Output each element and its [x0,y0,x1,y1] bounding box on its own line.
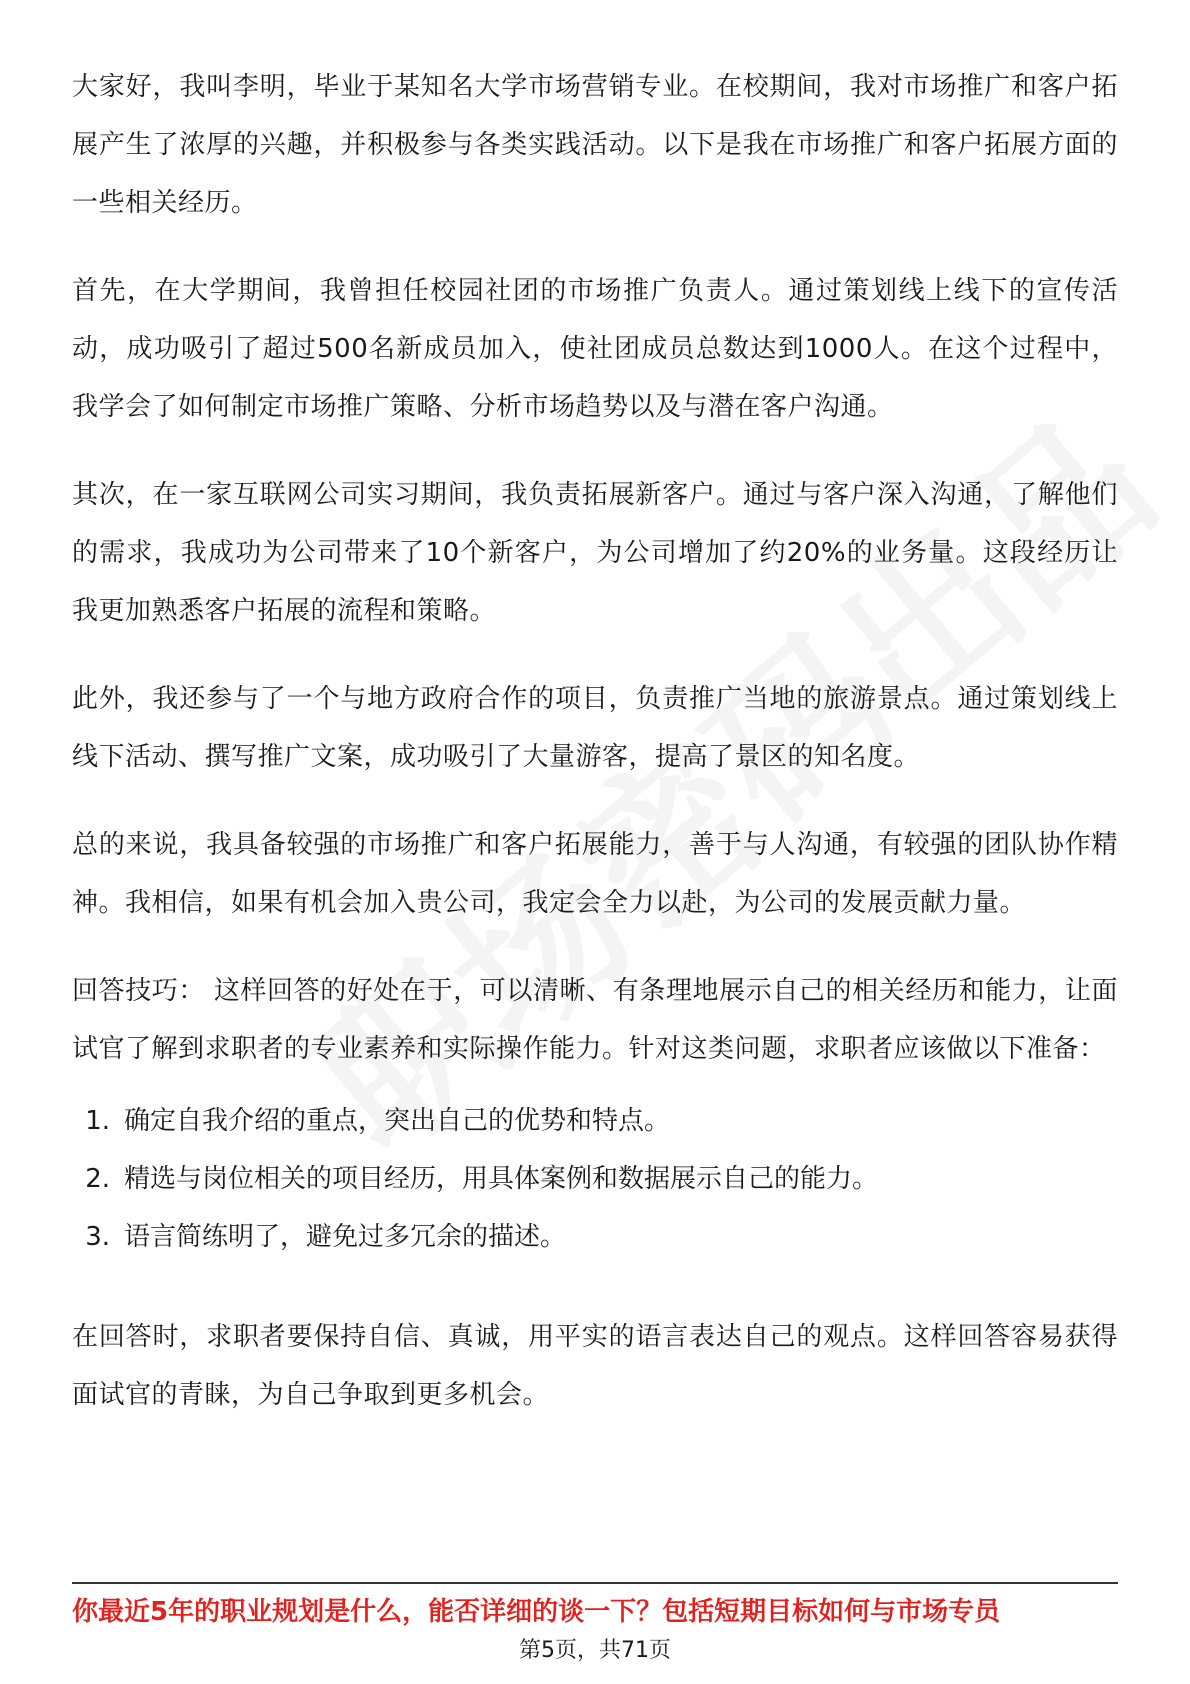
paragraph-summary: 总的来说，我具备较强的市场推广和客户拓展能力，善于与人沟通，有较强的团队协作精神。我相信，如果有机会加入贵公司，我定会全力以赴，为公司的发展贡献力量。 [72,830,1118,918]
list-item-text: 精选与岗位相关的项目经历，用具体案例和数据展示自己的能力。 [124,1164,879,1194]
list-item-number: 2. [85,1164,110,1194]
paragraph-intro: 大家好，我叫李明，毕业于某知名大学市场营销专业。在校期间，我对市场推广和客户拓展产生了浓厚的兴趣，并积极参与各类实践活动。以下是我在市场推广和客户拓展方面的一些相关经历。 [72,72,1118,218]
next-question-heading: 你最近5年的职业规划是什么，能否详细的谈一下？包括短期目标如何与市场专员 [72,1597,1001,1627]
page-number: 第5页，共71页 [519,1638,671,1663]
preparation-list [72,1092,1118,1266]
list-item-text: 确定自我介绍的重点，突出自己的优势和特点。 [124,1106,671,1136]
list-item [72,1092,1118,1150]
paragraph-internship: 其次，在一家互联网公司实习期间，我负责拓展新客户。通过与客户深入沟通，了解他们的需求，我成功为公司带来了10个新客户，为公司增加了约20%的业务量。这段经历让我更加熟悉客户拓展的流程和策略。 [72,480,1118,626]
list-item-text: 语言简练明了，避免过多冗余的描述。 [124,1222,567,1252]
document-body [72,58,1118,1454]
list-item-number: 1. [85,1106,110,1136]
list-item [72,1208,1118,1266]
list-item-number: 3. [85,1222,110,1252]
section-divider [72,1582,1118,1584]
paragraph-university: 首先，在大学期间，我曾担任校园社团的市场推广负责人。通过策划线上线下的宣传活动，成功吸引了超过500名新成员加入，使社团成员总数达到1000人。在这个过程中，我学会了如何制定市场推广策略、分析市场趋势以及与潜在客户沟通。 [72,276,1118,422]
list-item [72,1150,1118,1208]
paragraph-tips: 回答技巧： 这样回答的好处在于，可以清晰、有条理地展示自己的相关经历和能力，让面试官了解到求职者的专业素养和实际操作能力。针对这类问题，求职者应该做以下准备： [72,976,1118,1064]
paragraph-project: 此外，我还参与了一个与地方政府合作的项目，负责推广当地的旅游景点。通过策划线上线下活动、撰写推广文案，成功吸引了大量游客，提高了景区的知名度。 [72,684,1118,772]
paragraph-closing: 在回答时，求职者要保持自信、真诚，用平实的语言表达自己的观点。这样回答容易获得面试官的青睐，为自己争取到更多机会。 [72,1322,1118,1410]
